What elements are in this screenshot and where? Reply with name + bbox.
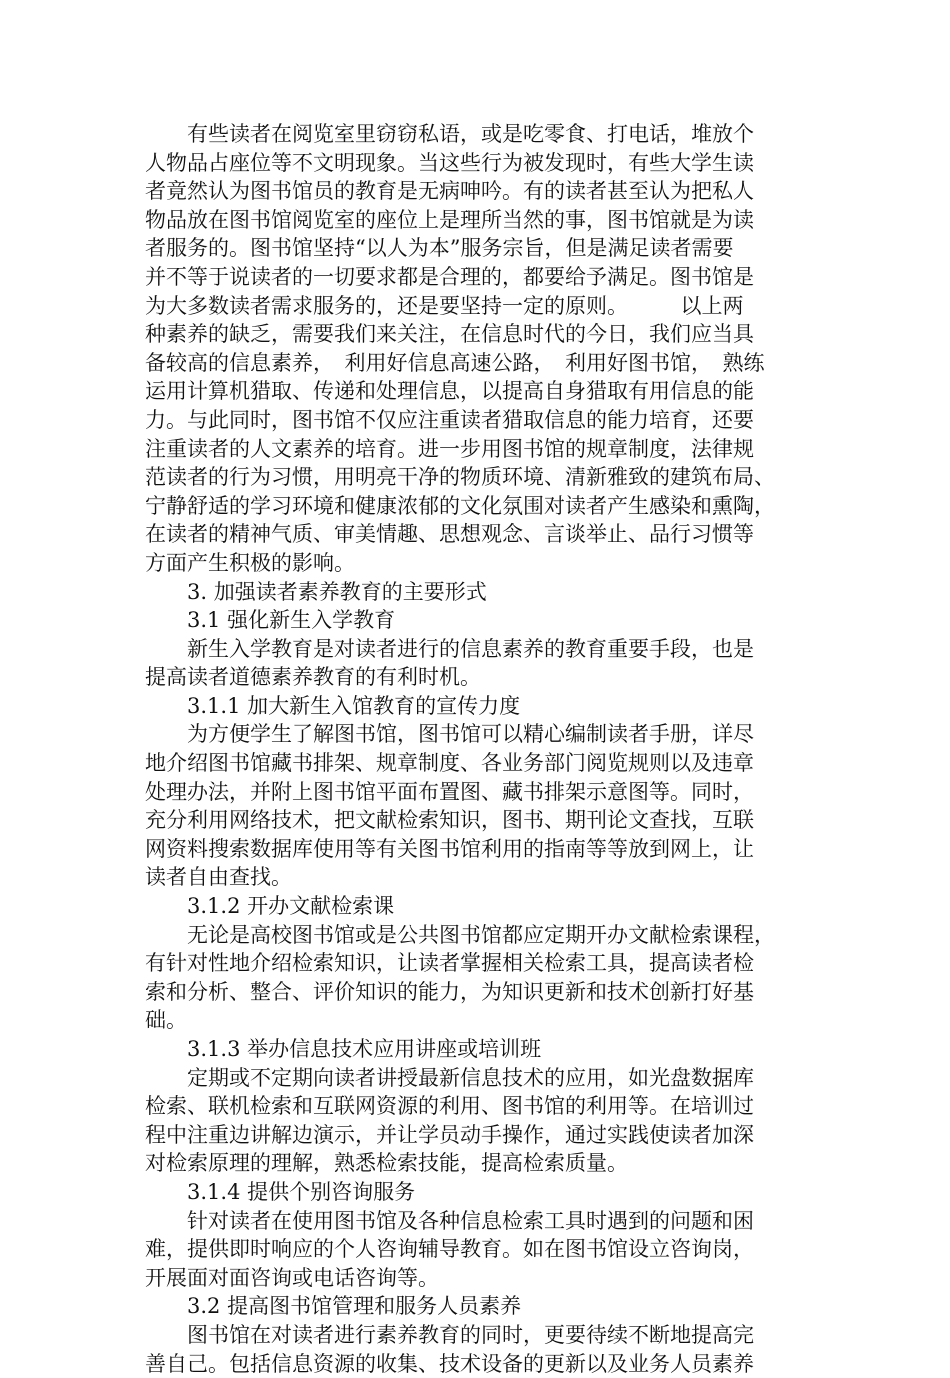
text-line: 针对读者在使用图书馆及各种信息检索工具时遇到的问题和困 — [145, 1208, 754, 1233]
text-line: 宁静舒适的学习环境和健康浓郁的文化氛围对读者产生感染和熏陶， — [145, 493, 775, 518]
text-line: 检索、联机检索和互联网资源的利用、图书馆的利用等。在培训过 — [145, 1094, 754, 1119]
text-line: 新生入学教育是对读者进行的信息素养的教育重要手段，也是 — [145, 636, 754, 661]
text-line: 定期或不定期向读者讲授最新信息技术的应用，如光盘数据库 — [145, 1065, 754, 1090]
text-line: 物品放在图书馆阅览室的座位上是理所当然的事，图书馆就是为读 — [145, 207, 754, 232]
text-line: 有些读者在阅览室里窃窃私语，或是吃零食、打电话，堆放个 — [145, 122, 754, 146]
text-line: 在读者的精神气质、审美情趣、思想观念、言谈举止、品行习惯等 — [145, 522, 754, 547]
text-line: 无论是高校图书馆或是公共图书馆都应定期开办文献检索课程， — [145, 922, 775, 947]
text-line: 网资料搜索数据库使用等有关图书馆利用的指南等等放到网上，让 — [145, 836, 754, 861]
text-line: 础。 — [145, 1008, 187, 1033]
text-line: 3.2 提高图书馆管理和服务人员素养 — [145, 1294, 522, 1319]
text-line: 种素养的缺乏，需要我们来关注，在信息时代的今日，我们应当具 — [145, 322, 754, 347]
text-line: 善自己。包括信息资源的收集、技术设备的更新以及业务人员素养 — [145, 1351, 754, 1376]
text-line: 有针对性地介绍检索知识，让读者掌握相关检索工具，提高读者检 — [145, 951, 754, 976]
text-line: 地介绍图书馆藏书排架、规章制度、各业务部门阅览规则以及违章 — [145, 751, 754, 776]
text-line: 处理办法，并附上图书馆平面布置图、藏书排架示意图等。同时， — [145, 779, 754, 804]
text-line: 力。与此同时，图书馆不仅应注重读者猎取信息的能力培育，还要 — [145, 407, 754, 432]
text-line: 3.1.4 提供个别咨询服务 — [145, 1179, 416, 1204]
text-line: 备较高的信息素养， 利用好信息高速公路， 利用好图书馆， 熟练 — [145, 350, 765, 375]
text-line: 开展面对面咨询或电话咨询等。 — [145, 1265, 439, 1290]
text-line: 图书馆在对读者进行素养教育的同时，更要待续不断地提高完 — [145, 1322, 754, 1347]
text-line: 提高读者道德素养教育的有利时机。 — [145, 665, 481, 690]
text-line: 对检索原理的理解，熟悉检索技能，提高检索质量。 — [145, 1151, 628, 1176]
text-line: 3.1.3 举办信息技术应用讲座或培训班 — [145, 1037, 542, 1061]
text-line: 运用计算机猎取、传递和处理信息，以提高自身猎取有用信息的能 — [145, 379, 754, 404]
text-line: 充分利用网络技术，把文献检索知识，图书、期刊论文查找，互联 — [145, 808, 754, 833]
text-line: 3.1.2 开办文献检索课 — [145, 894, 395, 919]
text-line: 范读者的行为习惯，用明亮干净的物质环境、清新雅致的建筑布局、 — [145, 465, 775, 490]
text-line: 注重读者的人文素养的培育。进一步用图书馆的规章制度，法律规 — [145, 436, 754, 461]
text-line: 者服务的。图书馆坚持“以人为本”服务宗旨，但是满足读者需要 — [145, 236, 734, 261]
text-line: 方面产生积极的影响。 — [145, 550, 355, 575]
text-line: 人物品占座位等不文明现象。当这些行为被发现时，有些大学生读 — [145, 150, 754, 175]
text-line: 索和分析、整合、评价知识的能力，为知识更新和技术创新打好基 — [145, 979, 754, 1004]
text-line: 者竟然认为图书馆员的教育是无病呻吟。有的读者甚至认为把私人 — [145, 179, 754, 204]
document-body — [145, 120, 805, 1378]
text-line: 3. 加强读者素养教育的主要形式 — [145, 579, 487, 604]
text-line: 为大多数读者需求服务的，还是要坚持一定的原则。 以上两 — [145, 293, 744, 318]
text-line: 难，提供即时响应的个人咨询辅导教育。如在图书馆设立咨询岗， — [145, 1237, 754, 1262]
text-line: 读者自由查找。 — [145, 865, 292, 890]
text-line: 为方便学生了解图书馆，图书馆可以精心编制读者手册，详尽 — [145, 722, 754, 747]
text-line: 3.1.1 加大新生入馆教育的宣传力度 — [145, 693, 521, 718]
text-line: 并不等于说读者的一切要求都是合理的，都要给予满足。图书馆是 — [145, 264, 754, 289]
text-line: 3.1 强化新生入学教育 — [145, 608, 396, 633]
text-line: 程中注重边讲解边演示，并让学员动手操作，通过实践使读者加深 — [145, 1122, 754, 1147]
